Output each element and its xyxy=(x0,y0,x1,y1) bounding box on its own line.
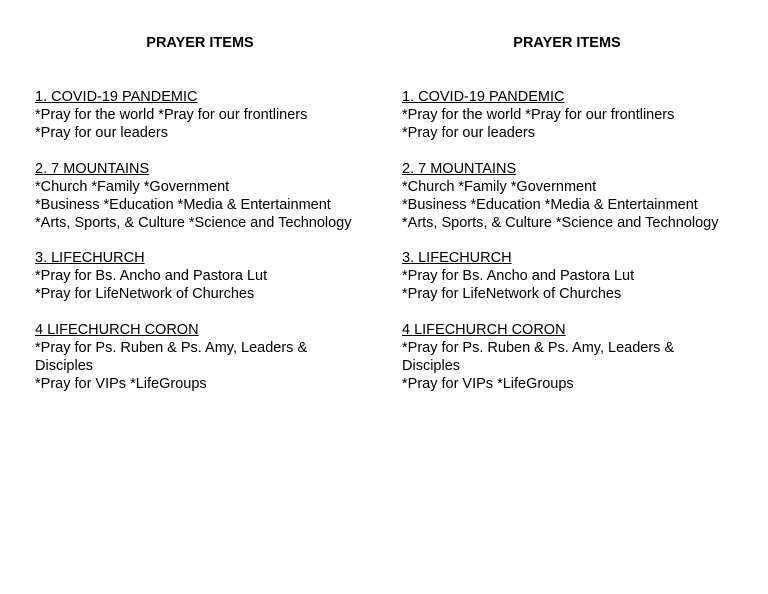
section-heading: 4 LIFECHURCH CORON xyxy=(35,321,199,338)
prayer-line: *Pray for our leaders xyxy=(402,125,535,141)
prayer-line: *Pray for LifeNetwork of Churches xyxy=(402,286,622,302)
prayer-line: *Business *Education *Media & Entertainment xyxy=(402,196,698,213)
section-heading: 3. LIFECHURCH xyxy=(402,250,512,266)
section-7-mountains xyxy=(402,160,732,232)
section-lifechurch xyxy=(35,249,365,303)
page-title: PRAYER ITEMS xyxy=(146,35,254,51)
section-heading: 3. LIFECHURCH xyxy=(35,250,145,266)
section-lifechurch-coron xyxy=(35,321,365,393)
prayer-line: *Pray for the world *Pray for our frontliners xyxy=(35,107,308,123)
prayer-line: *Pray for our leaders xyxy=(35,125,168,141)
section-lifechurch xyxy=(402,249,732,303)
prayer-sections xyxy=(402,88,732,410)
prayer-line: *Church *Family *Government xyxy=(35,178,230,195)
prayer-line: *Arts, Sports, & Culture *Science and Technology xyxy=(402,214,719,231)
prayer-line: *Pray for LifeNetwork of Churches xyxy=(35,286,255,302)
prayer-line: *Pray for Bs. Ancho and Pastora Lut xyxy=(35,268,268,284)
prayer-line: *Pray for VIPs *LifeGroups xyxy=(402,375,574,392)
section-heading: 4 LIFECHURCH CORON xyxy=(402,321,566,338)
section-heading: 1. COVID-19 PANDEMIC xyxy=(402,89,565,105)
section-heading: 2. 7 MOUNTAINS xyxy=(402,160,517,177)
prayer-line: *Pray for Bs. Ancho and Pastora Lut xyxy=(402,268,635,284)
prayer-sections xyxy=(35,88,365,410)
prayer-line: *Business *Education *Media & Entertainment xyxy=(35,196,331,213)
prayer-line: *Church *Family *Government xyxy=(402,178,597,195)
prayer-line: *Pray for Ps. Ruben & Ps. Amy, Leaders & Disciples xyxy=(402,339,675,374)
prayer-line: *Pray for the world *Pray for our frontliners xyxy=(402,107,675,123)
prayer-line: *Pray for Ps. Ruben & Ps. Amy, Leaders & Disciples xyxy=(35,339,308,374)
section-covid xyxy=(402,88,732,142)
section-heading: 1. COVID-19 PANDEMIC xyxy=(35,89,198,105)
prayer-line: *Arts, Sports, & Culture *Science and Technology xyxy=(35,214,352,231)
section-heading: 2. 7 MOUNTAINS xyxy=(35,160,150,177)
section-lifechurch-coron xyxy=(402,321,732,393)
section-covid xyxy=(35,88,365,142)
prayer-line: *Pray for VIPs *LifeGroups xyxy=(35,375,207,392)
section-7-mountains xyxy=(35,160,365,232)
page-title: PRAYER ITEMS xyxy=(513,35,621,51)
